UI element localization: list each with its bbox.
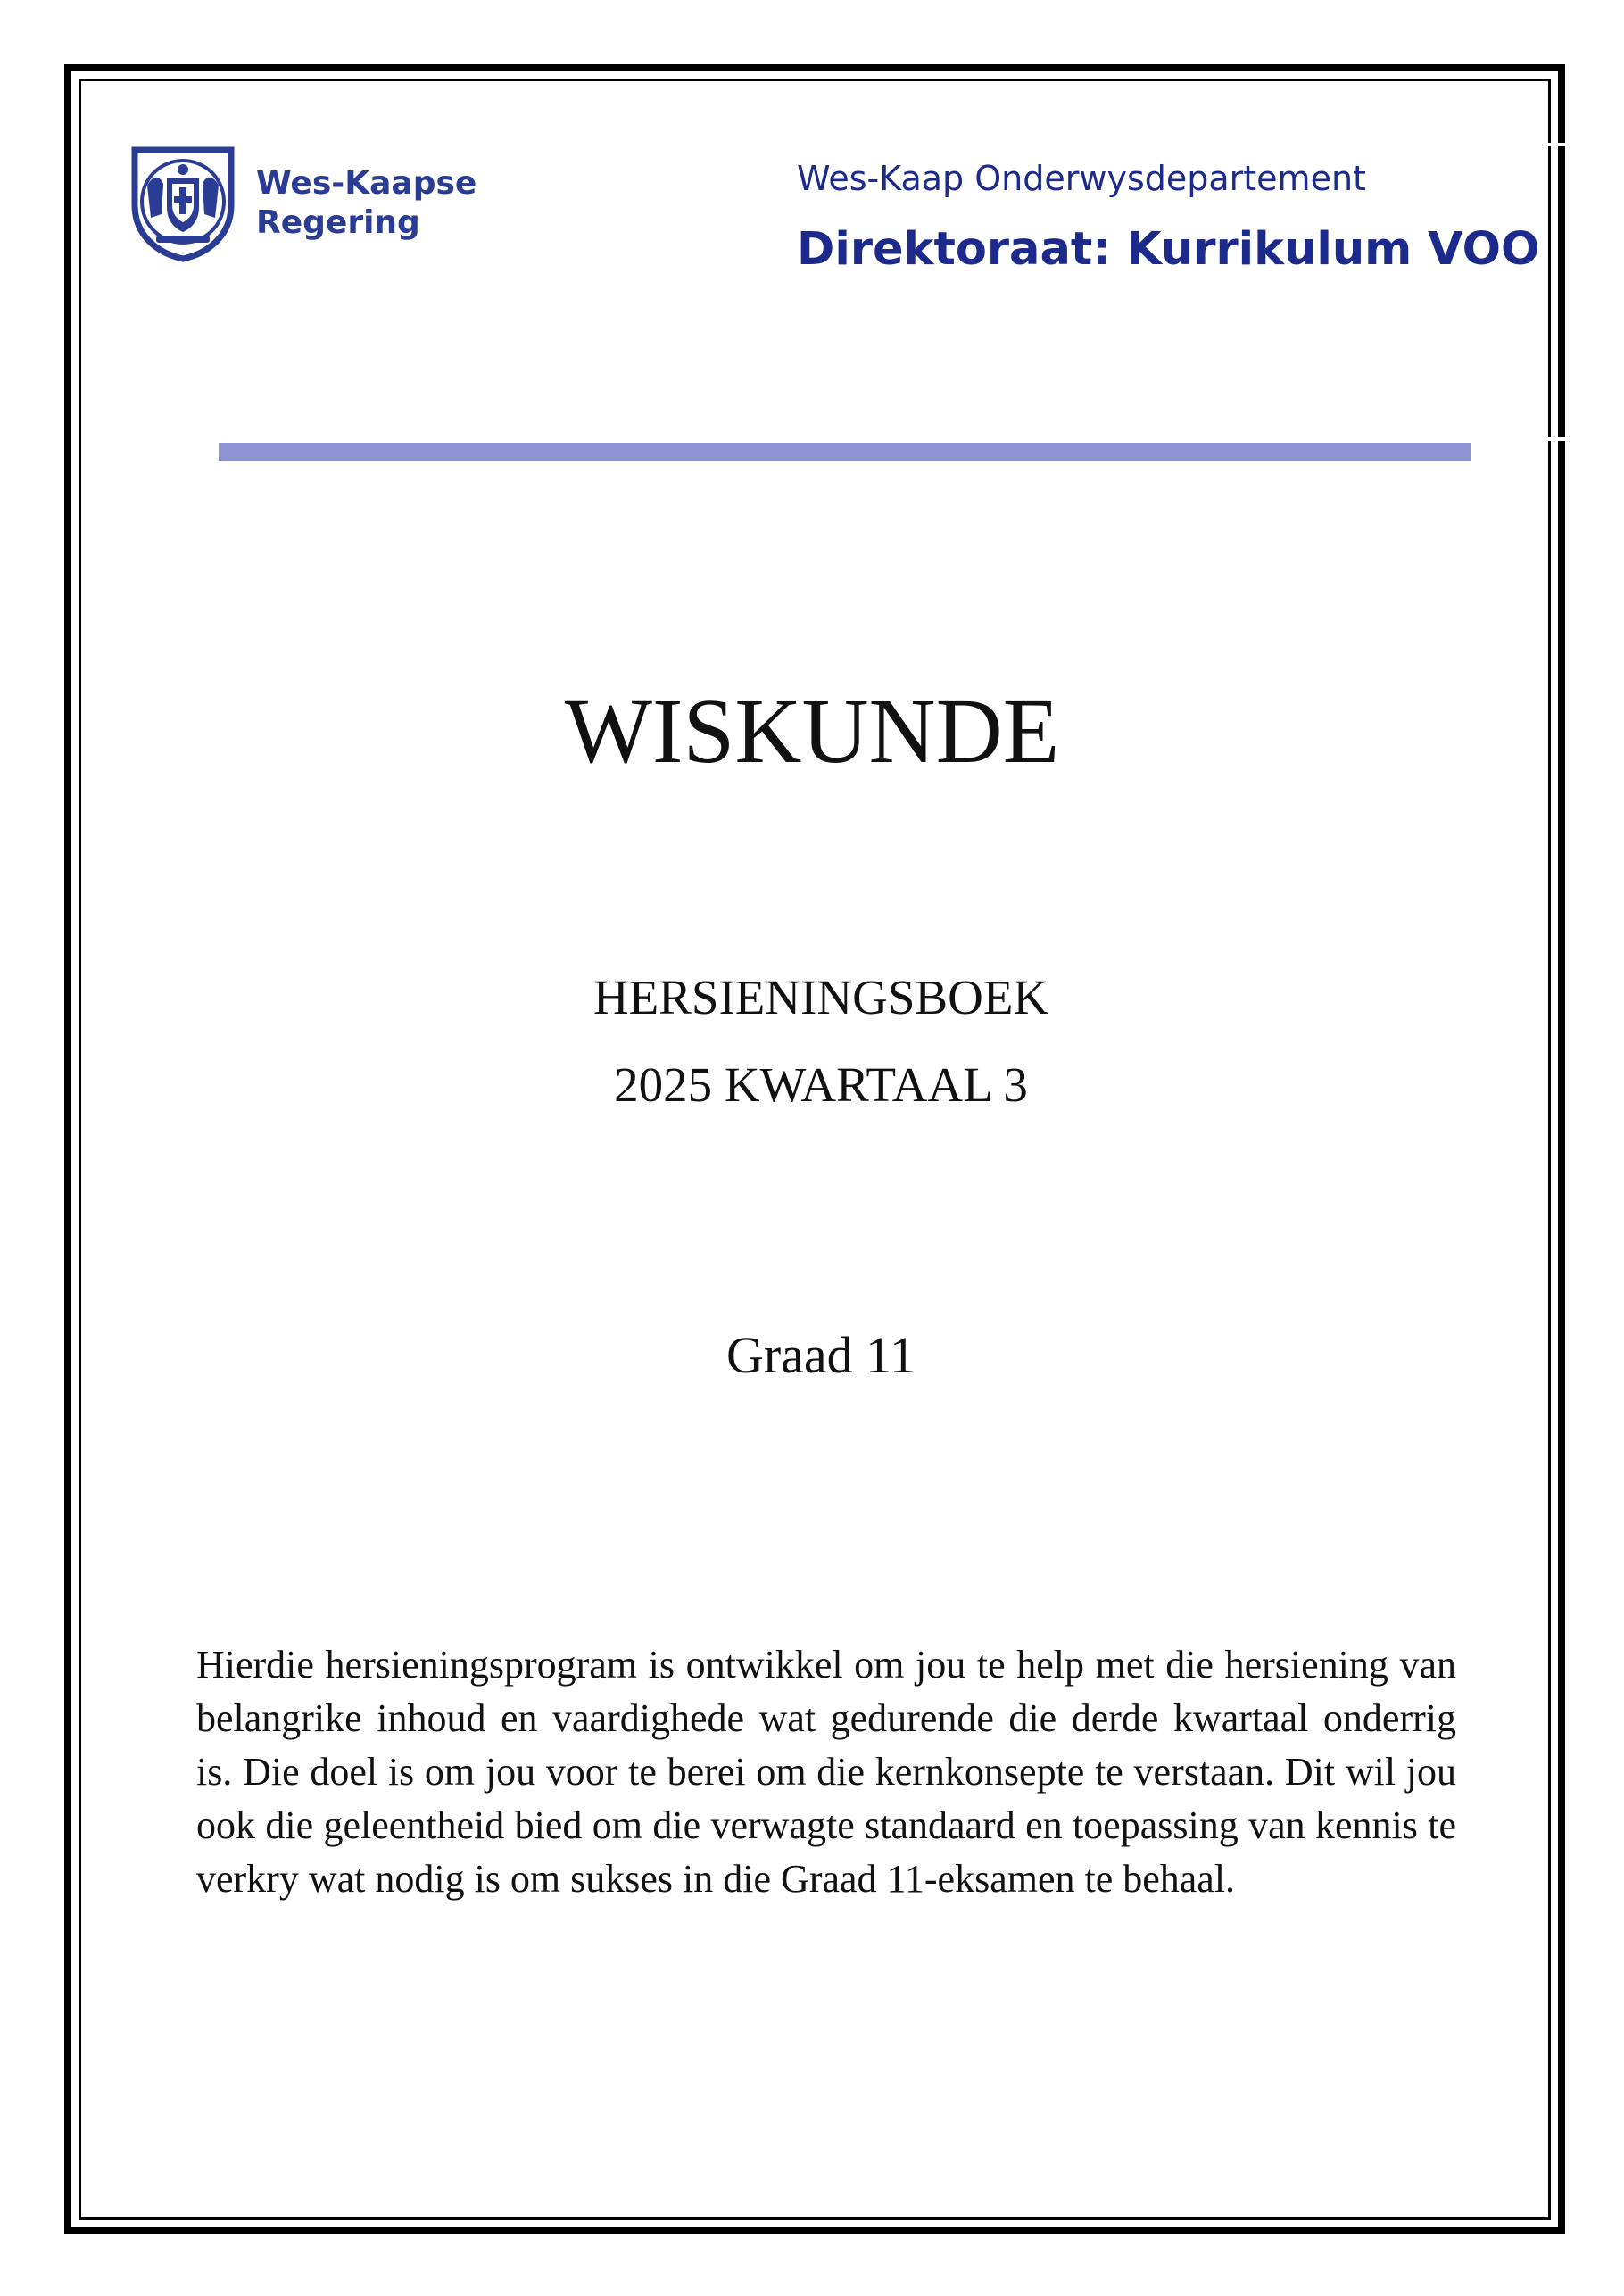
government-logo: [122, 143, 515, 268]
document-title: WISKUNDE: [564, 680, 1060, 783]
border-notch: [1542, 143, 1572, 146]
accent-divider: [219, 443, 1471, 461]
department-name: Wes-Kaap Onderwysdepartement: [797, 159, 1366, 198]
document-term: 2025 KWARTAAL 3: [614, 1057, 1028, 1112]
directorate-name: Direktoraat: Kurrikulum VOO: [797, 223, 1540, 276]
coat-of-arms-icon: [122, 143, 244, 264]
grade-label: Graad 11: [725, 1326, 916, 1384]
border-notch: [1542, 437, 1572, 441]
document-subtitle: HERSIENINGSBOEK: [592, 970, 1049, 1024]
logo-line-2: Regering: [256, 204, 420, 241]
intro-paragraph: Hierdie hersieningsprogram is ontwikkel om jou te help met die hersiening van belangrike inhoud en vaardighede wat gedurende die derde kwartaal onderrig is. Die doel is om jou voor te berei om die kernkonsepte te verstaan. Dit wil jou ook die geleentheid bied om die verwagte standaard en toepassing van kennis te verkry wat nodig is om sukses in die Graad 11-eksamen te behaal.: [196, 1643, 1456, 1901]
logo-line-1: Wes-Kaapse: [256, 165, 477, 202]
logo-wordmark: [256, 164, 476, 243]
